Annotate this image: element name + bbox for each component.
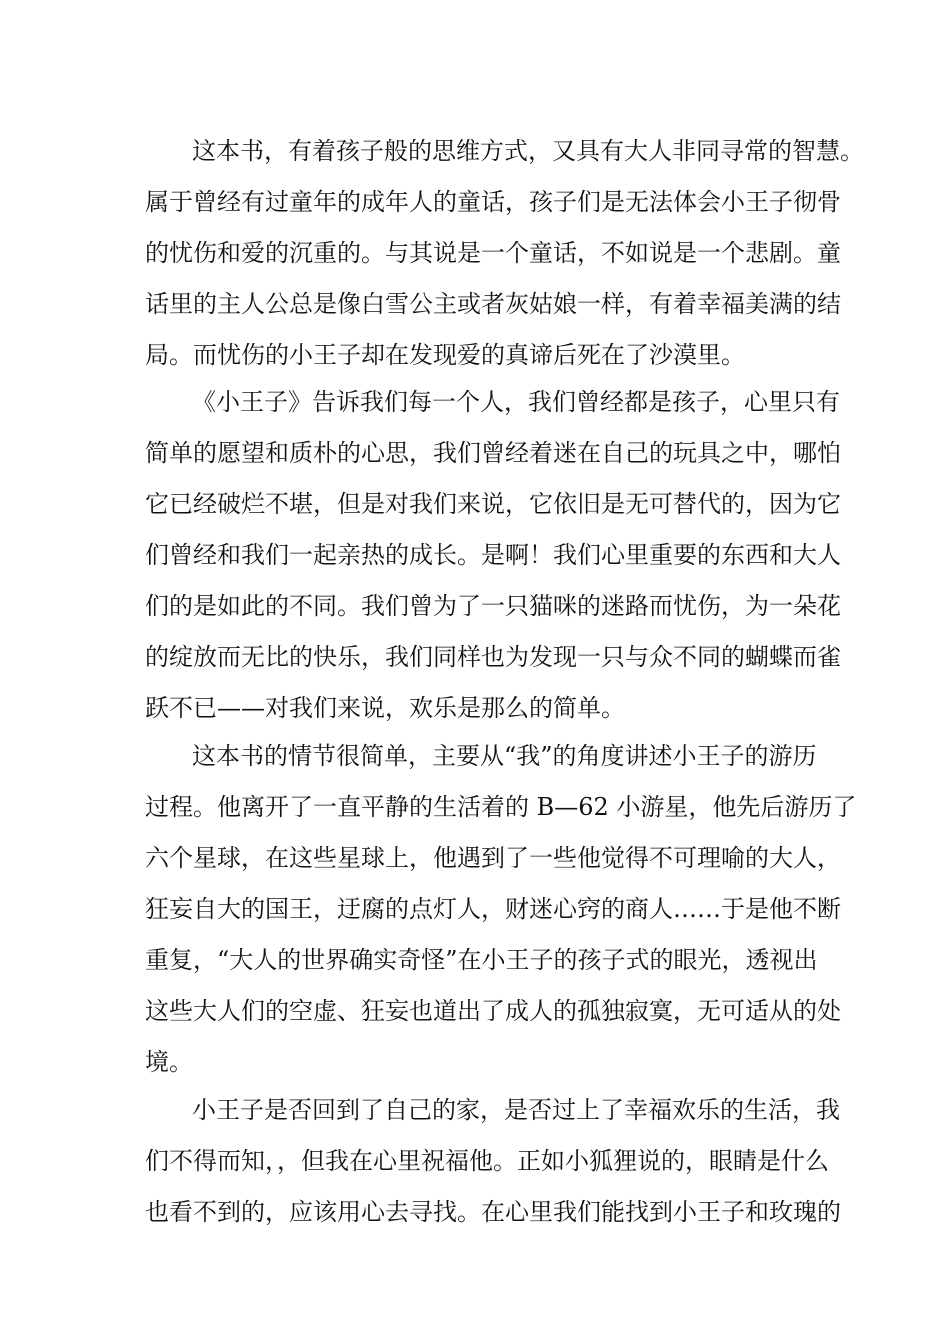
text-line: 境。 (145, 1048, 193, 1076)
text-line: 《小王子》告诉我们每一个人，我们曾经都是孩子，心里只有 (192, 388, 840, 416)
text-line: 这本书，有着孩子般的思维方式，又具有大人非同寻常的智慧。 (192, 137, 864, 165)
text-line: 小王子是否回到了自己的家，是否过上了幸福欢乐的生活，我 (192, 1096, 840, 1124)
text-line: 们不得而知，，但我在心里祝福他。正如小狐狸说的，眼睛是什么 (145, 1147, 829, 1175)
text-line: 跃不已——对我们来说，欢乐是那么的简单。 (145, 694, 625, 722)
text-line: 的绽放而无比的快乐，我们同样也为发现一只与众不同的蝴蝶而雀 (145, 643, 841, 671)
text-line: 这本书的情节很简单，主要从“我”的角度讲述小王子的游历 (192, 742, 817, 770)
text-line: 局。而忧伤的小王子却在发现爱的真谛后死在了沙漠里。 (145, 341, 745, 369)
text-line: 的忧伤和爱的沉重的。与其说是一个童话，不如说是一个悲剧。童 (145, 239, 841, 267)
text-line: 它已经破烂不堪，但是对我们来说，它依旧是无可替代的，因为它 (145, 490, 841, 518)
text-line: 属于曾经有过童年的成年人的童话，孩子们是无法体会小王子彻骨 (145, 188, 841, 216)
text-line: 六个星球，在这些星球上，他遇到了一些他觉得不可理喻的大人， (145, 844, 841, 872)
text-line: 们曾经和我们一起亲热的成长。是啊！我们心里重要的东西和大人 (145, 541, 841, 569)
text-line: 也看不到的，应该用心去寻找。在心里我们能找到小王子和玫瑰的 (145, 1198, 841, 1226)
text-line: 过程。他离开了一直平静的生活着的 B—62 小游星，他先后游历了 (145, 793, 857, 821)
text-line: 们的是如此的不同。我们曾为了一只猫咪的迷路而忧伤，为一朵花 (145, 592, 841, 620)
text-line: 狂妄自大的国王，迂腐的点灯人，财迷心窍的商人……于是他不断 (145, 895, 841, 923)
text-line: 话里的主人公总是像白雪公主或者灰姑娘一样，有着幸福美满的结 (145, 290, 841, 318)
text-line: 重复，“大人的世界确实奇怪”在小王子的孩子式的眼光，透视出 (145, 946, 818, 974)
text-line: 这些大人们的空虚、狂妄也道出了成人的孤独寂寞，无可适从的处 (145, 997, 841, 1025)
text-line: 简单的愿望和质朴的心思，我们曾经着迷在自己的玩具之中，哪怕 (145, 439, 841, 467)
